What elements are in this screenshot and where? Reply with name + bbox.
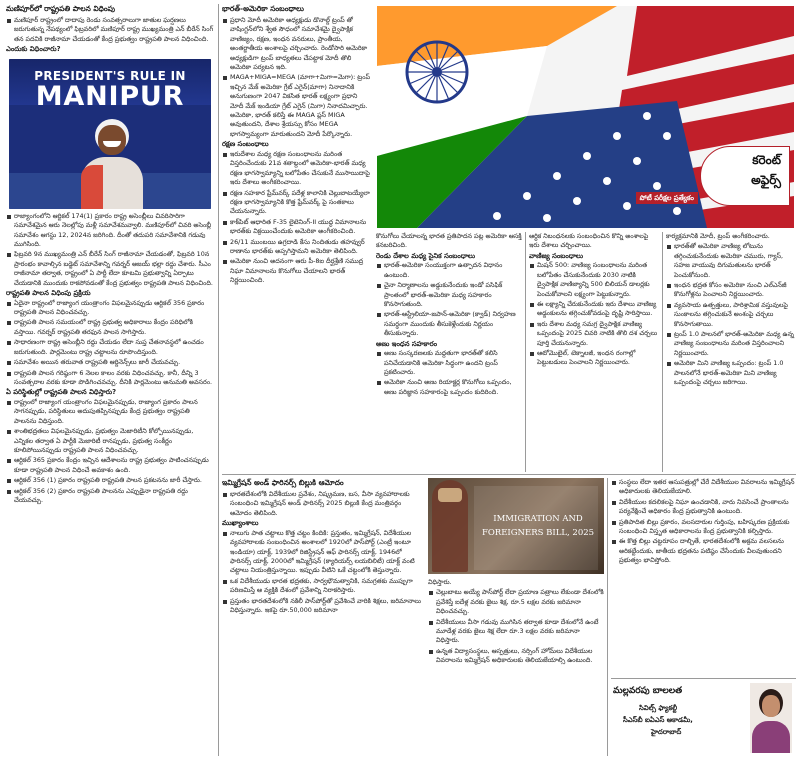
presidents-rule-poster xyxy=(9,59,211,209)
section-heading: రాష్ట్రపతి పాలన విధింపు ప్రక్రియ xyxy=(6,289,91,298)
list-item: ఈ లక్ష్యాన్ని చేరుకునేందుకు ఇరు దేశాలు వాణిజ్య అడ్డంకులను తగ్గించుకోవడంపై దృష్టి సారిస్తాయి. xyxy=(529,300,659,319)
list-item: చెల్లుబాటు అయ్యే పాస్‌పోర్ట్ లేదా ప్రయాణ పత్రాలు లేకుండా దేశంలోకి ప్రవేశిస్తే ఐదేళ్ల వరకు జైలు శిక్ష, రూ.5 లక్షల వరకు జరిమానా విధించవచ్చు. xyxy=(428,588,604,616)
list-item: ఉన్నత విద్యాసంస్థలు, ఆస్పత్రులు, నర్సింగ్ హోమ్‌లు విదేశీయుల వివరాలను ఇమ్మిగ్రేషన్ అధికారులకు తెలియజేయాల్సి ఉంటుంది. xyxy=(428,647,604,666)
list-item: ప్రస్తుతం భారతదేశంలోకి నకిలీ పాస్‌పోర్ట్‌తో ప్రవేశించే వారికి శిక్షలు, జరిమానాలు విధిస్తున్నారు. ఇకపై రూ.50,000 జరిమానా xyxy=(222,597,424,616)
bullets-list-2 xyxy=(6,299,214,388)
poster-title-1: IMMIGRATION AND xyxy=(493,514,583,524)
section-heading: అణు ఇంధన సహకారం xyxy=(376,339,438,348)
list-item: ఈ కొత్త బిల్లు చట్టరూపం దాల్చితే, భారతదేశంలోకి అక్రమ వలసలను అరికట్టేందుకు, జాతీయ భద్రతను పటిష్ఠం చేసేందుకు వీలవుతుందని ప్రభుత్వం భావిస్తోంది. xyxy=(611,537,796,565)
list-item: విదేశీయులు వీసా గడువు ముగిసిన తర్వాత కూడా దేశంలోనే ఉంటే మూడేళ్ల వరకు జైలు శిక్ష లేదా రూ.3 లక్షల వరకు జరిమానా విధిస్తారు. xyxy=(428,618,604,646)
column-trade-2 xyxy=(666,232,796,472)
list-item: రాష్ట్రపతి పాలన గరిష్ఠంగా 6 నెలల కాలం వరకు విధించవచ్చు. కానీ, దీన్ని 3 సంవత్సరాల వరకు కూడా పొడిగించవచ్చు. దీనికి పార్లమెంటు అనుమతి అవసరం. xyxy=(6,369,214,388)
list-item: సమావేశం అయిన తరువాత రాష్ట్రపతి ఆర్డినెన్స్‌లు జారీ చేయవచ్చు. xyxy=(6,358,214,367)
column-divider xyxy=(662,232,663,472)
column-immigration-2 xyxy=(428,578,604,756)
intro-list xyxy=(6,16,214,44)
list-item: రక్షణ సహకార ఫ్రేమ్‌వర్క్‌ పదేళ్ల కాలానికి చెల్లుబాటయ్యేలా రక్షణ భాగస్వామ్యానికి కొత్త ఫ్రేమ్‌వర్క్‌ పై సంతకాలు చేయనున్నారు. xyxy=(222,189,372,217)
section-heading: రెండు దేశాల మధ్య సైనిక సంబంధాలు xyxy=(376,251,476,260)
list-item: ట్రంప్ 1.0 పాలనలో భారత్-అమెరికా మధ్య ఉన్న వాణిజ్య సంబంధాలను మరింత విస్తరించాలని నిర్ణయించారు. xyxy=(666,330,796,358)
list-item: కాక్‌పిట్ ఆధారిత F-35 లైటెనింగ్-II యుద్ధ విమానాలను భారత్‌కు విక్రయించేందుకు అమెరికా అంగీకరించింది. xyxy=(222,218,372,237)
badge-caption: పోటీ పరీక్షల ప్రత్యేకం xyxy=(636,192,698,204)
list-item: రాజ్యాంగంలోని ఆర్టికల్ 174(1) ప్రకారం రాష్ట్ర అసెంబ్లీలు చివరిసారిగా సమావేశమైన ఆరు నెలల్లోపు మళ్లీ సమావేశమవ్వాలి. మణిపూర్‌లో చివరి అసెంబ్లీ సమావేశం ఆగస్టు 12, 2024న జరిగింది. దీంతో తదుపరి సమావేశానికి గడువు ముగిసింది. xyxy=(6,212,214,250)
column-divider xyxy=(607,478,608,756)
section-heading: ఏ పరిస్థితుల్లో రాష్ట్రపతి పాలన విధిస్తారు? xyxy=(6,388,117,397)
section-divider xyxy=(222,474,796,475)
list-item: సంస్థలు లేదా ఇతర ఆసుపత్రుల్లో చేరే విదేశీయుల వివరాలను ఇమ్మిగ్రేషన్ అధికారులకు తెలియజేయాలి. xyxy=(611,478,796,497)
intro-text: కార్యక్రమానికి మోదీ, ట్రంప్ అంగీకరించారు. xyxy=(666,232,770,240)
india-us-flag-image xyxy=(377,6,794,228)
poster-title-2: FOREIGNERS BILL, 2025 xyxy=(481,528,595,538)
author-name: మల్లవరపు బాలలత xyxy=(613,686,683,696)
column-immigration-1 xyxy=(222,478,424,756)
author-photo xyxy=(750,683,792,753)
author-box xyxy=(611,678,796,756)
column-divider xyxy=(218,4,219,756)
column-manipur xyxy=(6,4,214,756)
maga-bullet: MAGA+MIGA=MEGA (మాగా+మిగా=మెగా): ట్రంప్ ఇచ్చిన మేక్ అమెరికా గ్రేట్ ఎగైన్(మాగా) నినాదానికి అనుగుణంగా 2047 వికసిత భారత్ లక్ష్యంగా ప్రధాని మోదీ మేక్ ఇండియా గ్రేట్ ఎగైన్ (మిగా) నినాదమిచ్చారు. అమెరికా, భారత్ కలిస్తే ఈ MAGA ప్లస్ MIGA అవుతుందని, దేశాల శ్రేయస్సు కోసం MEGA భాగస్వామ్యంగా మారుతుందని మోదీ పేర్కొన్నారు. xyxy=(222,73,372,139)
column-immigration-3 xyxy=(611,478,796,674)
list-item: రాష్ట్రంలో రాజ్యాంగ యంత్రాంగం విఫలమైనప్పుడు, రాజ్యాంగ ప్రకారం పాలన సాగనప్పుడు, పరిస్థితులు అదుపుతప్పినప్పుడు కేంద్ర ప్రభుత్వం రాష్ట్రపతి పాలనను విధిస్తుంది. xyxy=(6,398,214,426)
list-item: ఆర్టికల్ 365 ప్రకారం కేంద్రం ఇచ్చిన ఆదేశాలను రాష్ట్ర ప్రభుత్వం పాటించనప్పుడు కూడా రాష్ట్రపతి పాలన విధించే అవకాశం ఉంది. xyxy=(6,456,214,475)
article-title-india-us: భారత్-అమెరికా సంబంధాలు xyxy=(222,4,304,13)
bullets-list-3 xyxy=(6,398,214,505)
list-item: నాలుగు పాత చట్టాలు కొత్త చట్టం కిందికి: ప్రస్తుతం, ఇమ్మిగ్రేషన్, విదేశీయుల వ్యవహారాలకు సంబంధించిన అంశాలలో 1920లో పాస్‌పోర్ట్ (ఎంట్రీ ఇంటూ ఇండియా) యాక్ట్, 1939లో రిజిస్ట్రేషన్ ఆఫ్ ఫారినర్స్ యాక్ట్, 1946లో ఫారినర్స్ యాక్ట్, 2000లో ఇమ్మిగ్రేషన్ (క్యారియర్స్ లయబిలిటీ) యాక్ట్ వంటి చట్టాలు నియంత్రిస్తున్నాయి. ఇప్పుడు వీటిని ఒకే చట్టంలోకి తెస్తున్నారు. xyxy=(222,529,424,576)
list-item: ఇరుదేశాల మధ్య రక్షణ సంబంధాలను మరింత విస్తరించేందుకు 21వ శతాబ్దంలో అమెరికా-భారత్ మధ్య రక్షణ భాగస్వామ్యాన్ని బలోపేతం చేసుకునే ముసాయిదాపై ఇరు దేశాలు అంగీకరించాయి. xyxy=(222,150,372,188)
section-heading: ముఖ్యాంశాలు xyxy=(222,519,259,528)
poster-headline-1: PRESIDENT'S RULE IN xyxy=(34,68,186,83)
bullets-list-1 xyxy=(6,212,214,288)
current-affairs-badge xyxy=(700,146,790,206)
list-item: అణు సంస్కరణలకు మద్దతుగా భారత్‌తో కలిసి పనిచేయడానికి అమెరికా సిద్ధంగా ఉందని ట్రంప్ ప్రకటించారు. xyxy=(376,349,522,377)
column-trade xyxy=(529,232,659,472)
list-item: ఏదైనా రాష్ట్రంలో రాజ్యాంగ యంత్రాంగం విఫలమైనప్పుడు ఆర్టికల్ 356 ప్రకారం రాష్ట్రపతి పాలన విధించవచ్చు. xyxy=(6,299,214,318)
list-item: రాష్ట్రపతి పాలన సమయంలో రాష్ట్ర ప్రభుత్వ అధికారాలు కేంద్రం పరిధిలోకి వస్తాయి. గవర్నర్ రాష్ట్రపతి తరఫున పాలన సాగిస్తారు. xyxy=(6,318,214,337)
list-item: అమెరికా నుంచి అదనంగా ఆరు పీ-8ఐ దీర్ఘశ్రేణి సముద్ర నిఘా విమానాలను కొనుగోలు చేయాలని భారత్ నిర్ణయించింది. xyxy=(222,257,372,285)
author-city: హైదరాబాద్ xyxy=(651,728,682,736)
article-title-manipur: మణిపూర్‌లో రాష్ట్రపతి పాలన విధింపు xyxy=(6,4,115,13)
list-item: ఒక విదేశీయుడు భారత భద్రతకు, సార్వభౌమత్వానికి, సమగ్రతకు ముప్పుగా పరిణమిస్తే ఆ వ్యక్తికి దేశంలో ప్రవేశాన్ని నిరాకరిస్తారు. xyxy=(222,577,424,596)
list-item: ఇంధన భద్రత కోసం అమెరికా నుంచి ఎల్ఎన్‌జీ కొనుగోళ్లను పెంచాలని నిర్ణయించారు. xyxy=(666,281,796,300)
intro-text: ఆర్థిక నిబంధనలకు సంబంధించిన కొన్ని అంశాలపై ఇరు దేశాలు చర్చించాయి. xyxy=(529,232,649,250)
list-item: భారత్-ఆస్ట్రేలియా-జపాన్-అమెరికా (క్వాడ్) నిర్వహణ సమర్థంగా ముందుకు తీసుకెళ్లేందుకు నిర్ణయం తీసుకున్నారు. xyxy=(376,310,522,338)
column-defence xyxy=(376,232,522,472)
list-item: శాంతిభద్రతలు విఫలమైనప్పుడు, ప్రభుత్వం మెజారిటీని కోల్పోయినప్పుడు, ఎన్నికల తర్వాత ఏ పార్టీకి మెజారిటీ రానప్పుడు, ప్రభుత్వ సంకీర్ణం కూలిపోయినప్పుడు రాష్ట్రపతి పాలన విధించవచ్చు. xyxy=(6,427,214,455)
intro-text: కొనుగోలు చేయాలన్న భారత ప్రతిపాదన పట్ల అమెరికా ఆసక్తి కనబరిచింది. xyxy=(376,232,522,250)
immigration-bill-image xyxy=(428,478,604,574)
list-item: ఆర్టికల్ 356 (1) ప్రకారం రాష్ట్రపతి రాష్ట్రపతి పాలన ప్రకటనను జారీ చేస్తారు. xyxy=(6,476,214,485)
list-item: భారత్-అమెరికా సంయుక్తంగా ఉత్పాదన విధానం ఉంటుంది. xyxy=(376,261,522,280)
article-title-immigration: ఇమ్మిగ్రేషన్ అండ్ ఫారినర్స్ బిల్లుకి ఆమోదం xyxy=(222,478,344,487)
list-item: వ్యవసాయ ఉత్పత్తులు, పారిశ్రామిక వస్తువులపై సుంకాలను తగ్గించుకునే అంశంపై చర్చలు కొనసాగుతాయి. xyxy=(666,301,796,329)
list-item: విధిస్తారు. xyxy=(428,578,452,586)
list-item: సాధారణంగా రాష్ట్ర అసెంబ్లీని రద్దు చేయడం లేదా సుప్త చేతనావస్థలో ఉంచడం జరుగుతుంది. పార్లమెంటు రాష్ట్ర చట్టాలను రూపొందిస్తుంది. xyxy=(6,338,214,357)
badge-line-2: అఫైర్స్ xyxy=(751,173,781,187)
list-item: అమెరికా నుంచి అణు రియాక్టర్ల కొనుగోలు ఒప్పందం, అణు పరిజ్ఞాన సహకారంపై ఒప్పందం కుదిరింది. xyxy=(376,378,522,397)
author-org: సీఎస్‌బీ ఐఏఎస్ అకాడమీ, xyxy=(623,716,693,724)
section-heading: వాణిజ్య సంబంధాలు xyxy=(529,251,584,260)
question-heading: ఎందుకు విధించారు? xyxy=(6,45,61,54)
intro-bullet: మణిపూర్ రాష్ట్రంలో దాదాపు రెండు సంవత్సరాలుగా జాతుల ఘర్షణలు జరుగుతున్న నేపథ్యంలో ఫిబ్రవరిలో మణిపూర్ రాష్ట్ర ముఖ్యమంత్రి ఎన్ బీరేన్ సింగ్ తన పదవికి రాజీనామా చేయడంతో కేంద్ర ప్రభుత్వం రాష్ట్రపతి పాలన విధించింది. xyxy=(6,16,214,44)
intro-bullet: భారతదేశంలోకి విదేశీయుల ప్రవేశం, నిష్క్రమణ, బస, వీసా వ్యవహారాలకు సంబంధించి ఇమ్మిగ్రేషన్ అండ్ ఫారినర్స్ 2025 బిల్లుకి కేంద్ర మంత్రివర్గం ఆమోదం తెలిపింది. xyxy=(222,490,424,518)
list-item: మిషన్ 500: వాణిజ్య సంబంధాలను మరింత బలోపేతం చేసుకునేందుకు 2030 నాటికి ద్వైపాక్షిక వాణిజ్యాన్ని 500 బిలియన్ డాలర్లకు పెంచుకోవాలని లక్ష్యంగా పెట్టుకున్నారు. xyxy=(529,261,659,299)
list-item: భారత్‌తో అమెరికా వాణిజ్య లోటును తగ్గించుకునేందుకు అమెరికా చమురు, గ్యాస్, సహజ వాయువు దిగుమతులను భారత్ పెంచుకోనుంది. xyxy=(666,242,796,280)
list-item: 26/11 ముంబయి ఉగ్రదాడి కేసు నిందితుడు తహవ్వుర్ రాణాను భారత్‌కు అప్పగిస్తామని అమెరికా తెలిపింది. xyxy=(222,238,372,257)
list-item: ఫిబ్రవరి 9న ముఖ్యమంత్రి ఎన్ బీరేన్ సింగ్ రాజీనామా చేయడంతో, ఫిబ్రవరి 10న ప్రారంభం కావాల్సిన బడ్జెట్ సమావేశాన్ని గవర్నర్ అజయ్ భల్లా రద్దు చేశారు. సీఎం రాజీనామా తర్వాత, రాష్ట్రంలో ఏ పార్టీ లేదా కూటమి ప్రభుత్వాన్ని ఏర్పాటు చేయడానికి ముందుకు రాకపోవడంతో కేంద్ర ప్రభుత్వం రాష్ట్రపతి పాలన విధించింది. xyxy=(6,250,214,288)
list-item: విదేశీయుల కదలికలపై నిఘా ఉంచడానికి, వారు నివసించే ప్రాంతాలను పర్యవేక్షించే అధికారం కేంద్ర ప్రభుత్వానికి ఉంటుంది. xyxy=(611,498,796,517)
author-role: సివిల్స్ ఫ్యాకల్టీ xyxy=(639,704,678,712)
list-item: అమెరికా మిని వాణిజ్య ఒప్పందం: ట్రంప్ 1.0 పాలనలోనే భారత్-అమెరికా మిని వాణిజ్య ఒప్పందంపై చర్చలు జరిగాయి. xyxy=(666,359,796,387)
list-item: ఇరు దేశాల మధ్య సమగ్ర ద్వైపాక్షిక వాణిజ్య ఒప్పందంపై 2025 చివరి నాటికి తొలి దశ చర్చలు పూర్తి చేయనున్నారు. xyxy=(529,320,659,348)
list-item: ఆర్టికల్ 356 (2) ప్రకారం రాష్ట్రపతి పాలనను ఎప్పుడైనా రాష్ట్రపతి రద్దు చేయవచ్చు. xyxy=(6,487,214,506)
president-portrait-image xyxy=(81,119,143,209)
list-item: ప్రతిపాదిత బిల్లు ప్రకారం, వలసదారుల గుర్తింపు, బహిష్కరణ ప్రక్రియకు సంబంధించి విస్తృత అధికారాలను కేంద్ర ప్రభుత్వానికి కల్పిస్తారు. xyxy=(611,518,796,537)
column-india-us xyxy=(222,4,372,472)
list-item: చైనా నిర్మాణాలను అడ్డుకునేందుకు ఇండో పసిఫిక్ ప్రాంతంలో భారత్-అమెరికా మధ్య సహకారం కొనసాగుతుంది. xyxy=(376,281,522,309)
section-heading: రక్షణ సంబంధాలు xyxy=(222,140,269,149)
intro-bullet: ప్రధాని మోదీ అమెరికా అధ్యక్షుడు డొనాల్డ్ ట్రంప్ తో వాషింగ్టన్‌లోని శ్వేత సౌధంలో సమావేశమై ద్వైపాక్షిక వాణిజ్యం, రక్షణ, ఇంధన వనరులు, ప్రాంతీయ, అంతర్జాతీయ అంశాలపై చర్చించారు. రెండోసారి అమెరికా అధ్యక్షుడిగా ట్రంప్ బాధ్యతలు చేపట్టాక మోదీ తొలి అమెరికా పర్యటన ఇది. xyxy=(222,16,372,72)
poster-headline-2: MANIPUR xyxy=(35,80,185,112)
list-item: ఆటోమొబైల్, టెక్నాలజీ, ఇంధన రంగాల్లో పెట్టుబడులు పెంచాలని నిర్ణయించారు. xyxy=(529,349,659,368)
column-divider xyxy=(525,232,526,472)
badge-line-1: కరెంట్ xyxy=(752,153,781,167)
